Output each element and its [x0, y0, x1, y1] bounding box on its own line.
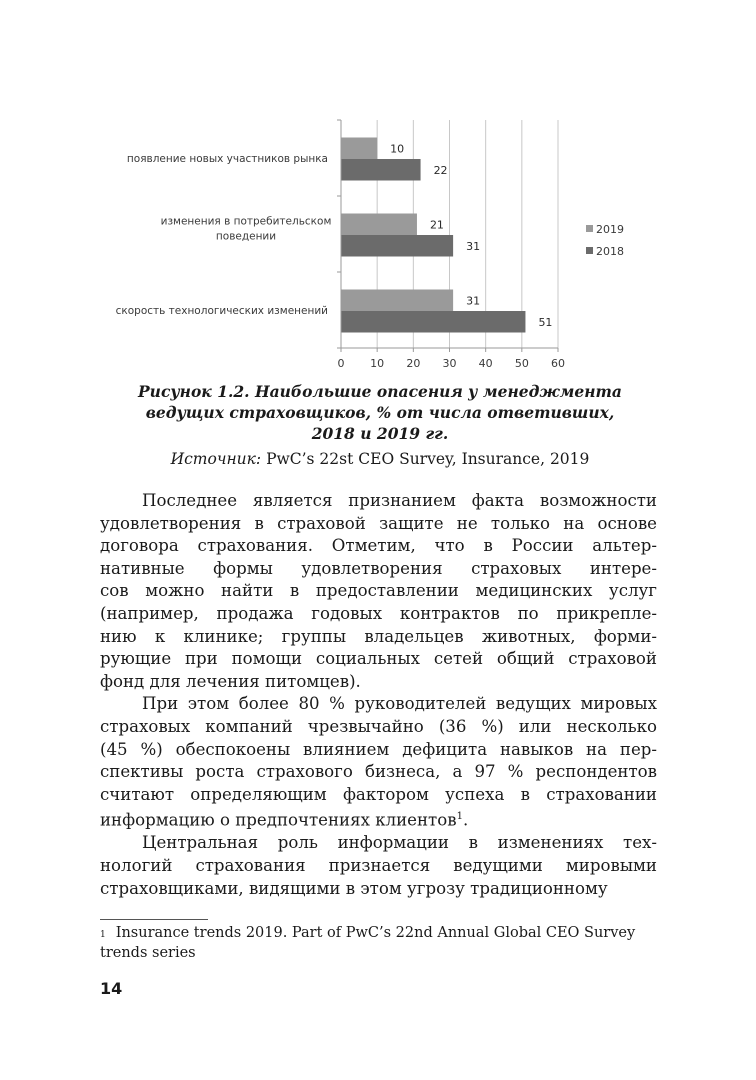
text-line: нию к клинике; группы владельцев животных, форми- — [100, 626, 657, 646]
text-line: нативные формы удовлетворения страховых интере- — [100, 558, 657, 578]
legend — [586, 223, 624, 258]
paragraph — [100, 490, 657, 693]
legend-label: 2019 — [596, 223, 624, 236]
x-tick-label: 60 — [551, 357, 565, 370]
footnote-reference[interactable]: 1 — [456, 811, 463, 823]
category-label-line: поведении — [215, 230, 277, 243]
x-tick-labels — [338, 357, 566, 370]
x-tick-label: 40 — [478, 357, 493, 370]
paragraph — [100, 832, 657, 900]
data-label: 31 — [466, 239, 481, 253]
legend-label: 2018 — [596, 245, 624, 258]
figure-source — [100, 449, 660, 470]
data-label: 51 — [538, 315, 553, 329]
bar-2019-2 — [341, 214, 417, 236]
category-label — [161, 216, 332, 243]
category-label — [127, 153, 328, 165]
x-tick-label: 10 — [370, 357, 385, 370]
data-label: 21 — [429, 218, 444, 232]
figure-caption — [100, 381, 660, 444]
text-line: спективы роста страхового бизнеса, а 97 % респондентов — [100, 762, 657, 782]
text-line: рующие при помощи социальных сетей общий страховой — [100, 649, 657, 669]
text-line: При этом более 80 % руководителей ведущих мировых — [142, 694, 657, 714]
source-text: PwC’s 22st CEO Survey, Insurance, 2019 — [261, 450, 590, 468]
bar-2019-1 — [341, 138, 377, 160]
text-line — [100, 806, 657, 832]
paragraph — [100, 693, 657, 832]
category-label-line: появление новых участников рынка — [126, 153, 328, 165]
data-label: 10 — [390, 142, 405, 156]
x-tick-label: 30 — [442, 357, 457, 370]
bar-chart — [0, 0, 756, 380]
caption-line: Рисунок 1.2. Наибольшие опасения у менеджмента — [138, 382, 622, 401]
category-label — [116, 305, 328, 317]
sentence-end: . — [462, 810, 469, 830]
text-line: Последнее является признанием факта возможности — [142, 491, 657, 510]
footnote-marker: 1 — [100, 930, 106, 940]
bar-2018-2 — [341, 235, 453, 257]
footnote-divider — [100, 919, 208, 920]
bar-2019-3 — [341, 290, 453, 312]
data-label: 22 — [433, 163, 448, 177]
text-line: договора страхования. Отметим, что в России альтер- — [100, 536, 657, 556]
legend-swatch-2019 — [586, 225, 593, 232]
text-line: Центральная роль информации в изменениях тех- — [142, 833, 657, 853]
text-line: страховщиками, видящими в этом угрозу традиционному — [100, 878, 608, 898]
category-label-line: изменения в потребительском — [160, 215, 332, 228]
text-line: считают определяющим фактором успеха в страховании — [100, 784, 657, 804]
x-tick-label: 0 — [337, 357, 345, 370]
source-label: Источник: — [170, 450, 262, 468]
text-line: (например, продажа годовых контрактов по прикрепле- — [100, 603, 657, 623]
page-number: 14 — [100, 979, 123, 998]
text-line: удовлетворения в страховой защите не только на основе — [100, 513, 657, 533]
bar-2018-1 — [341, 159, 421, 181]
text-line: страховых компаний чрезвычайно (36 %) или несколько — [100, 716, 657, 736]
caption-line: 2018 и 2019 гг. — [311, 424, 449, 443]
category-label-line: скорость технологических изменений — [115, 305, 328, 317]
text-line: сов можно найти в предоставлении медицинских услуг — [100, 581, 657, 601]
x-tick-label: 50 — [514, 357, 529, 370]
x-tick-label: 20 — [406, 357, 421, 370]
text-line: нологий страхования признается ведущими мировыми — [100, 856, 657, 876]
data-label: 31 — [466, 294, 481, 308]
text-line: (45 %) обеспокоены влиянием дефицита навыков на пер- — [100, 739, 657, 759]
text-line-content: информацию о предпочтениях клиентов — [100, 810, 457, 830]
footnote-text: Insurance trends 2019. Part of PwC’s 22nd Annual Global CEO Survey trends series — [100, 925, 636, 961]
category-labels — [116, 153, 332, 317]
legend-swatch-2018 — [586, 247, 593, 254]
caption-line: ведущих страховщиков, % от числа ответивших, — [145, 403, 615, 422]
text-line: фонд для лечения питомцев). — [100, 671, 361, 691]
body-text — [100, 490, 657, 900]
footnote — [100, 923, 660, 963]
bar-2018-3 — [341, 311, 525, 333]
